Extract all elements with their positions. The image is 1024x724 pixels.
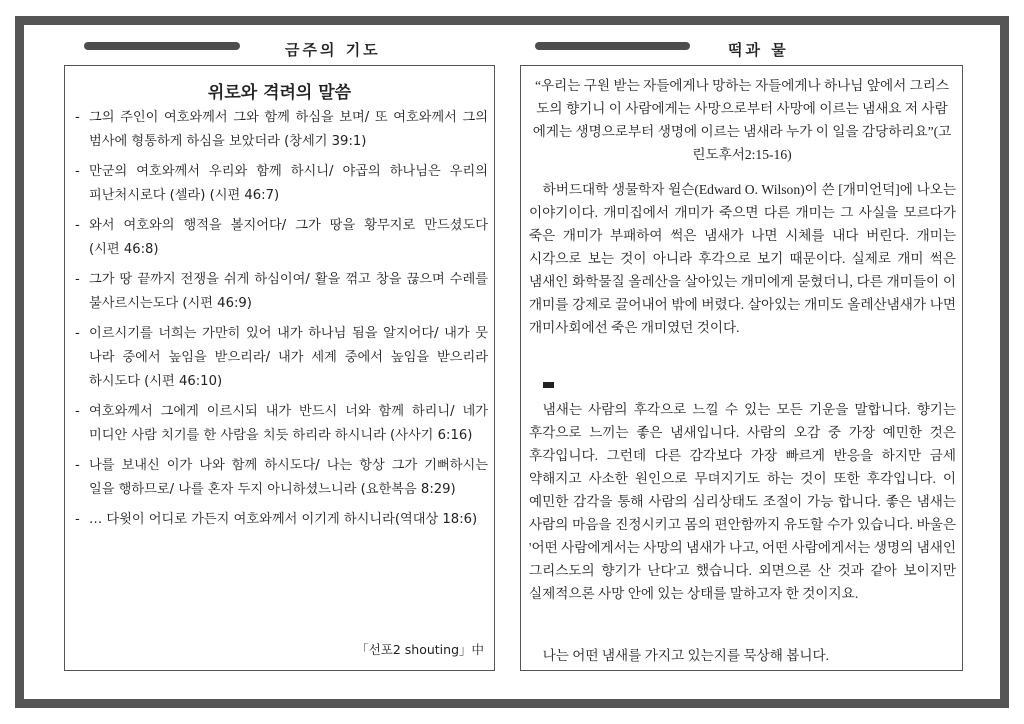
verse-item: - 나를 보내신 이가 나와 함께 하시도다/ 나는 항상 그가 기뻐하시는 일을 행하므로/ 나를 혼자 두지 아니하셨느니라 (요한복음 8:29) xyxy=(73,454,488,502)
paragraph-scent: 냄새는 사람의 후각으로 느낄 수 있는 모든 기운을 말합니다. 향기는 후각으로 느끼는 좋은 냄새입니다. 사람의 오감 중 가장 예민한 것은 후각입니다. 그런데 다른 감각보다 가장 빠르게 반응을 하지만 금세 약해지고 사소한 원인으로 무뎌지기도 하는 것이 또한 후각입니다. 이 예민한 감각을 통해 사람의 심리상태도 조절이 가능 합니다. 좋은 냄새는 사람의 마음을 진정시키고 몸의 편안함까지 유도할 수가 있습니다. 바울은 '어떤 사람에게서는 사망의 냄새가 나고, 어떤 사람에게서는 생명의 냄새인 그리스도의 향기가 난다'고 했습니다. 외면으론 산 것과 같아 보이지만 실제적으론 사망 안에 있는 상태를 말하고자 한 것이지요. xyxy=(529,402,956,601)
scripture-quote: “우리는 구원 받는 자들에게나 망하는 자들에게나 하나님 앞에서 그리스도의 향기니 이 사람에게는 사망으로부터 사망에 이르는 냄새요 저 사람에게는 생명으로부터 생명에 이르는 냄새라 누가 이 일을 감당하리요”(고린도후서2:15-16) xyxy=(532,78,952,162)
source-citation: 「선포2 shouting」中 xyxy=(356,642,484,657)
verse-item: - 와서 여호와의 행적을 볼지어다/ 그가 땅을 황무지로 만드셨도다 (시편 46:8) xyxy=(73,214,488,262)
verse-item: - 여호와께서 그에게 이르시되 내가 반드시 너와 함께 하리니/ 네가 미디안 사람 치기를 한 사람을 치듯 하리라 하시니라 (사사기 6:16) xyxy=(73,400,488,448)
left-header-bar xyxy=(84,42,240,50)
verse-item: - 이르시기를 너희는 가만히 있어 내가 하나님 됨을 알지어다/ 내가 뭇 나라 중에서 높임을 받으리라/ 내가 세계 중에서 높임을 받으리라 하시도다 (시편 46:10) xyxy=(73,322,488,394)
verse-item: - 만군의 여호와께서 우리와 함께 하시니/ 야곱의 하나님은 우리의 피난처시로다 (셀라) (시편 46:7) xyxy=(73,160,488,208)
panel-title: 위로와 격려의 말씀 xyxy=(207,83,352,103)
verse-item: - 그가 땅 끝까지 전쟁을 쉬게 하심이여/ 활을 꺾고 창을 끊으며 수레를 불사르시는도다 (시편 46:9) xyxy=(73,268,488,316)
right-panel xyxy=(520,65,963,671)
verse-item: - 그의 주인이 여호와께서 그와 함께 하심을 보며/ 또 여호와께서 그의 범사에 형통하게 하심을 보았더라 (창세기 39:1) xyxy=(73,106,488,154)
section-dash-icon xyxy=(543,382,554,388)
right-header-bar xyxy=(535,42,690,50)
verse-list xyxy=(73,106,488,538)
left-panel xyxy=(64,65,495,671)
right-header-title: 떡과 물 xyxy=(728,41,789,59)
verse-item: - … 다윗이 어디로 가든지 여호와께서 이기게 하시니라(역대상 18:6) xyxy=(73,508,488,532)
left-header-title: 금주의 기도 xyxy=(285,41,381,59)
paragraph-ant-story: 하버드대학 생물학자 윌슨(Edward O. Wilson)이 쓴 [개미언덕]에 나오는 이야기이다. 개미집에서 개미가 죽으면 다른 개미는 그 사실을 모르다가 죽은 개미가 부패하여 썩은 냄새가 나면 시체를 내다 버린다. 개미는 시각으로 보는 것이 아니라 후각으로 보기 때문이다. 실제로 개미 썩은 냄새인 화학물질 올레산을 살아있는 개미에게 묻혔더니, 다른 개미들이 이 개미를 강제로 끌어내어 밖에 버렸다. 살아있는 개미도 올레산냄새가 나면 개미사회에선 죽은 개미였던 것이다. xyxy=(529,182,956,335)
paragraph-meditation: 나는 어떤 냄새를 가지고 있는지를 묵상해 봅니다. xyxy=(542,648,830,663)
